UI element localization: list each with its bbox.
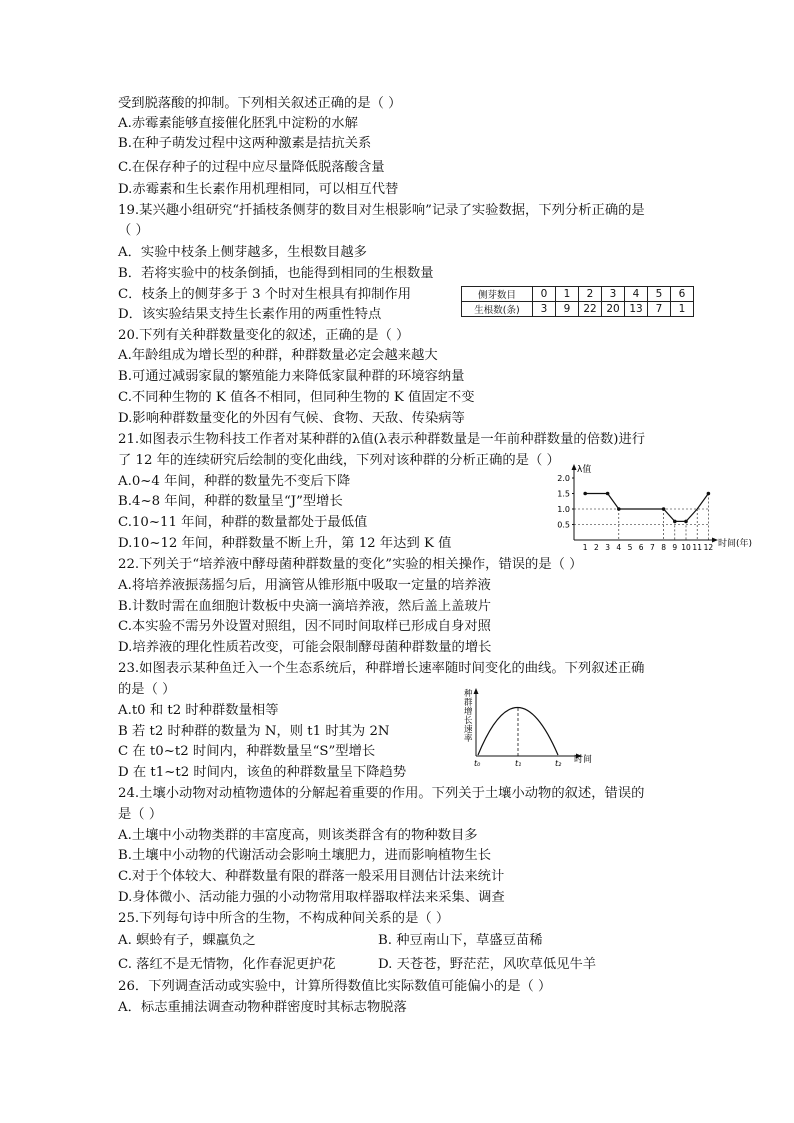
text-line: D 在 t1~t2 时间内，该鱼的种群数量呈下降趋势	[118, 765, 407, 780]
text-line: C.10~11 年间，种群的数量都处于最低值	[118, 515, 368, 530]
data-point	[684, 520, 688, 524]
table-cell: 5	[648, 287, 671, 302]
table-cell: 9	[556, 302, 579, 317]
text-line: C.对于个体较大、种群数量有限的群落一般采用目测估计法来统计	[118, 869, 505, 884]
table-cell: 1	[671, 302, 694, 317]
text-line: A．标志重捕法调查动物种群密度时其标志物脱落	[118, 1000, 407, 1015]
x-axis-label: 时间	[574, 755, 593, 765]
table-row	[462, 287, 694, 302]
text-line: 是（ ）	[118, 807, 163, 822]
table-cell: 1	[556, 287, 579, 302]
x-tick-label: 3	[605, 543, 610, 552]
x-tick-label: t₀	[474, 759, 481, 768]
x-axis-label: 时间(年)	[718, 539, 753, 549]
question-21: 21.如图表示生物科技工作者对某种群的λ值(λ表示种群数量是一年前种群数量的倍数)进行	[118, 432, 646, 447]
table-row	[462, 302, 694, 317]
data-point	[673, 520, 677, 524]
x-tick-label: 1	[582, 543, 588, 552]
lambda-chart	[546, 460, 768, 556]
text-line: C.不同种生物的 K 值各不相同，但同种生物的 K 值固定不变	[118, 390, 475, 405]
text-line: B.可通过减弱家鼠的繁殖能力来降低家鼠种群的环境容纳量	[118, 369, 465, 384]
question-25: 25.下列每句诗中所含的生物，不构成种间关系的是（ ）	[118, 911, 450, 926]
data-point	[606, 492, 610, 496]
question-19: 19.某兴趣小组研究“扦插枝条侧芽的数目对生根影响”记录了实验数据，下列分析正确的是	[118, 203, 645, 218]
text-line: （ ）	[118, 223, 149, 238]
x-tick-label: 10	[681, 543, 691, 552]
text-line: B 若 t2 时种群的数量为 N，则 t1 时其为 2N	[118, 724, 390, 739]
table-header-cell: 生根数(条)	[462, 302, 533, 317]
x-ticks	[583, 543, 714, 552]
question-20: 20.下列有关种群数量变化的叙述，正确的是（ ）	[118, 328, 410, 343]
y-tick-label: 1.5	[557, 489, 570, 499]
text-line: 受到脱落酸的抑制。下列相关叙述正确的是（ ）	[118, 96, 402, 111]
text-line: B．若将实验中的枝条倒插，也能得到相同的生根数量	[118, 266, 434, 281]
text-line: A.0~4 年间，种群的数量先不变后下降	[118, 474, 351, 489]
text-line: C 在 t0~t2 时间内，种群数量呈“S”型增长	[118, 744, 376, 759]
table-header-cell: 侧芽数目	[462, 287, 533, 302]
x-tick-label: t₂	[555, 759, 562, 768]
text-line: D.身体微小、活动能力强的小动物常用取样器取样法来采集、调查	[118, 890, 505, 905]
y-tick-label: 0.5	[557, 520, 570, 530]
text-line: D.10~12 年间，种群数量不断上升，第 12 年达到 K 值	[118, 536, 452, 551]
guide-lines	[574, 494, 708, 541]
text-line: A．实验中枝条上侧芽越多，生根数目越多	[118, 245, 367, 260]
option-a: A. 螟蛉有子，蜾蠃负之	[118, 933, 256, 948]
bud-rooting-table	[461, 286, 694, 317]
table-cell: 4	[625, 287, 648, 302]
text-line: A.赤霉素能够直接催化胚乳中淀粉的水解	[118, 116, 358, 131]
table-cell: 3	[602, 287, 625, 302]
question-23: 23.如图表示某种鱼迁入一个生态系统后，种群增长速率随时间变化的曲线。下列叙述正确	[118, 661, 645, 676]
text-line: B.土壤中小动物的代谢活动会影响土壤肥力，进而影响植物生长	[118, 848, 492, 863]
data-point	[662, 507, 666, 511]
x-tick-label: 2	[594, 543, 599, 552]
lambda-series-line	[585, 494, 708, 522]
text-line: C.本实验不需另外设置对照组，因不同时间取样已形成自身对照	[118, 619, 491, 634]
table-cell: 0	[533, 287, 556, 302]
table-cell: 3	[533, 302, 556, 317]
y-tick-label: 2.0	[557, 474, 570, 483]
option-d: D. 天苍苍，野茫茫，风吹草低见牛羊	[378, 957, 597, 972]
text-line: 了 12 年的连续研究后绘制的变化曲线，下列对该种群的分析正确的是（ ）	[118, 453, 560, 468]
text-line: A.将培养液振荡摇匀后，用滴管从锥形瓶中吸取一定量的培养液	[118, 578, 491, 593]
x-tick-label: 12	[703, 543, 714, 552]
text-line: B.在种子萌发过程中这两种激素是拮抗关系	[118, 136, 372, 151]
text-line: A.t0 和 t2 时种群数量相等	[118, 703, 279, 718]
option-b: B. 种豆南山下，草盛豆苗稀	[378, 933, 543, 948]
question-24: 24.土壤小动物对动植物遗体的分解起着重要的作用。下列关于土壤小动物的叙述，错误的	[118, 786, 645, 801]
table-cell: 6	[671, 287, 694, 302]
y-axis-arrow	[474, 688, 479, 694]
x-tick-label: t₁	[515, 759, 522, 768]
text-line: B.4~8 年间，种群的数量呈“J”型增长	[118, 494, 343, 509]
text-line: C．枝条上的侧芽多于 3 个时对生根具有抑制作用	[118, 287, 412, 302]
text-line: C.在保存种子的过程中应尽量降低脱落酸含量	[118, 160, 385, 175]
text-line: D.培养液的理化性质若改变，可能会限制酵母菌种群数量的增长	[118, 640, 492, 655]
data-point	[707, 492, 711, 496]
data-point	[583, 492, 587, 496]
x-tick-label: 8	[661, 543, 666, 552]
x-tick-label: 6	[638, 543, 644, 552]
growth-rate-chart	[462, 686, 602, 772]
y-tick-label: 1.0	[557, 505, 570, 514]
table-cell: 22	[579, 302, 602, 317]
question-26: 26．下列调查活动或实验中，计算所得数值比实际数值可能偏小的是（ ）	[118, 979, 552, 994]
text-line: 的是（ ）	[118, 682, 176, 697]
data-point	[617, 507, 621, 511]
x-tick-label: 11	[692, 543, 702, 552]
y-axis-arrow	[572, 464, 577, 470]
table-cell: 2	[579, 287, 602, 302]
table-cell: 7	[648, 302, 671, 317]
text-line: D.赤霉素和生长素作用机理相同，可以相互代替	[118, 182, 399, 197]
question-22: 22.下列关于“培养液中酵母菌种群数量的变化”实验的相关操作，错误的是（ ）	[118, 557, 583, 572]
text-line: D．该实验结果支持生长素作用的两重性特点	[118, 307, 382, 322]
x-tick-label: 9	[672, 543, 678, 552]
x-tick-label: 7	[650, 543, 655, 552]
x-tick-label: 5	[627, 543, 633, 552]
text-line: A.土壤中小动物类群的丰富度高，则该类群含有的物种数目多	[118, 828, 478, 843]
y-ticks	[557, 474, 574, 530]
lambda-series-points	[583, 492, 710, 524]
text-line: B.计数时需在血细胞计数板中央滴一滴培养液，然后盖上盖玻片	[118, 599, 492, 614]
y-axis-label: 种群增长速率	[464, 689, 473, 744]
table-cell: 13	[625, 302, 648, 317]
text-line: D.影响种群数量变化的外因有气候、食物、天敌、传染病等	[118, 411, 465, 426]
y-axis-label: λ值	[577, 465, 592, 475]
table-cell: 20	[602, 302, 625, 317]
x-tick-label: 4	[616, 543, 622, 552]
option-c: C. 落红不是无情物，化作春泥更护花	[118, 957, 336, 972]
text-line: A.年龄组成为增长型的种群，种群数量必定会越来越大	[118, 348, 438, 363]
